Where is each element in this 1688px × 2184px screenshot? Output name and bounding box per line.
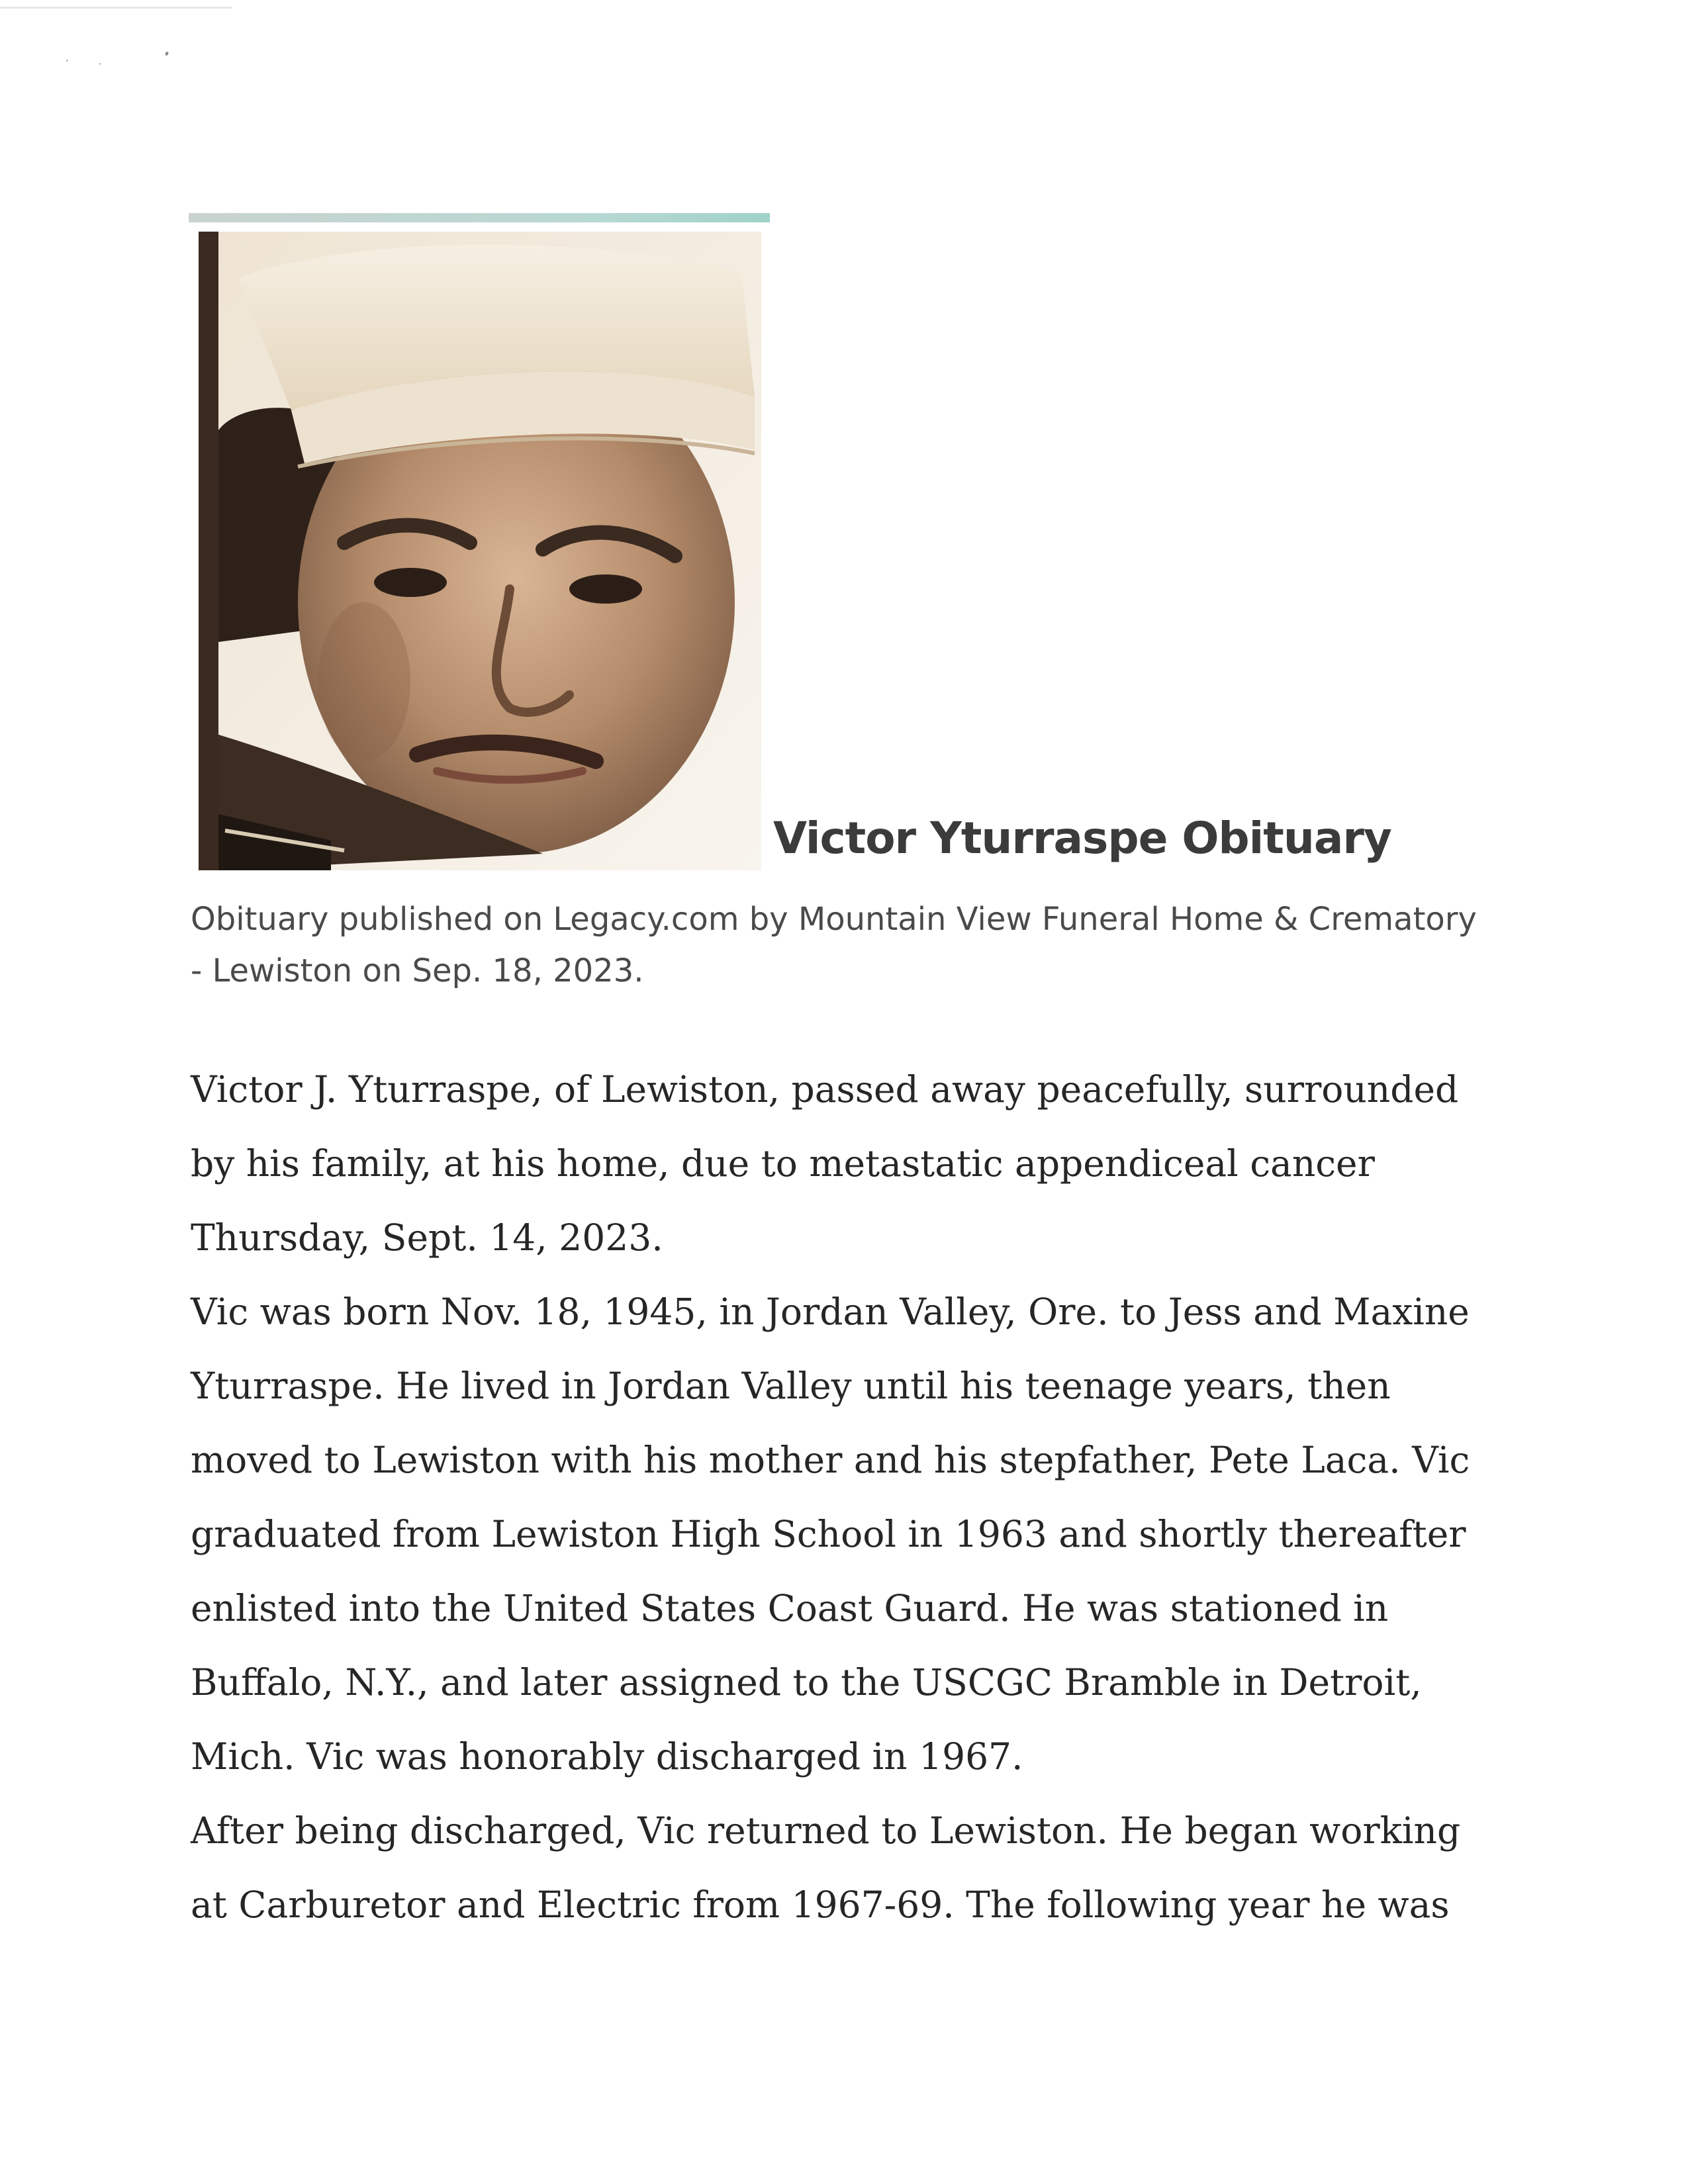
portrait-photo [199, 232, 761, 870]
obituary-paragraph: Vic was born Nov. 18, 1945, in Jordan Valley, Ore. to Jess and Maxine Yturraspe. He lived in Jordan Valley until his teenage years, then moved to Lewiston with his mother and his stepfather, Pete Laca. Vic graduated from Lewiston High School in 1963 and shortly thereafter enlisted into the United States Coast Guard. He was stationed in Buffalo, N.Y., and later assigned to the USCGC Bramble in Detroit, Mich. Vic was honorably discharged in 1967. [191, 1291, 1470, 1778]
scan-speck [99, 63, 101, 65]
portrait-photo-sailor-icon [199, 232, 761, 870]
obituary-body [191, 1052, 1501, 1942]
obituary-paragraph: Victor J. Yturraspe, of Lewiston, passed away peacefully, surrounded by his family, at his home, due to metastatic appendiceal cancer Thursday, Sept. 14, 2023. [191, 1068, 1459, 1259]
scan-speck [165, 51, 169, 56]
obituary-paragraph: After being discharged, Vic returned to Lewiston. He began working at Carburetor and Electric from 1967-69. The following year he was [191, 1809, 1461, 1926]
published-notice: Obituary published on Legacy.com by Mountain View Funeral Home & Crematory - Lewiston on Sep. 18, 2023. [191, 901, 1477, 989]
page-title: Victor Yturraspe Obituary [773, 813, 1391, 864]
scan-speck [66, 60, 68, 62]
photo-accent-bar [189, 213, 770, 222]
scan-top-rule [0, 7, 232, 9]
